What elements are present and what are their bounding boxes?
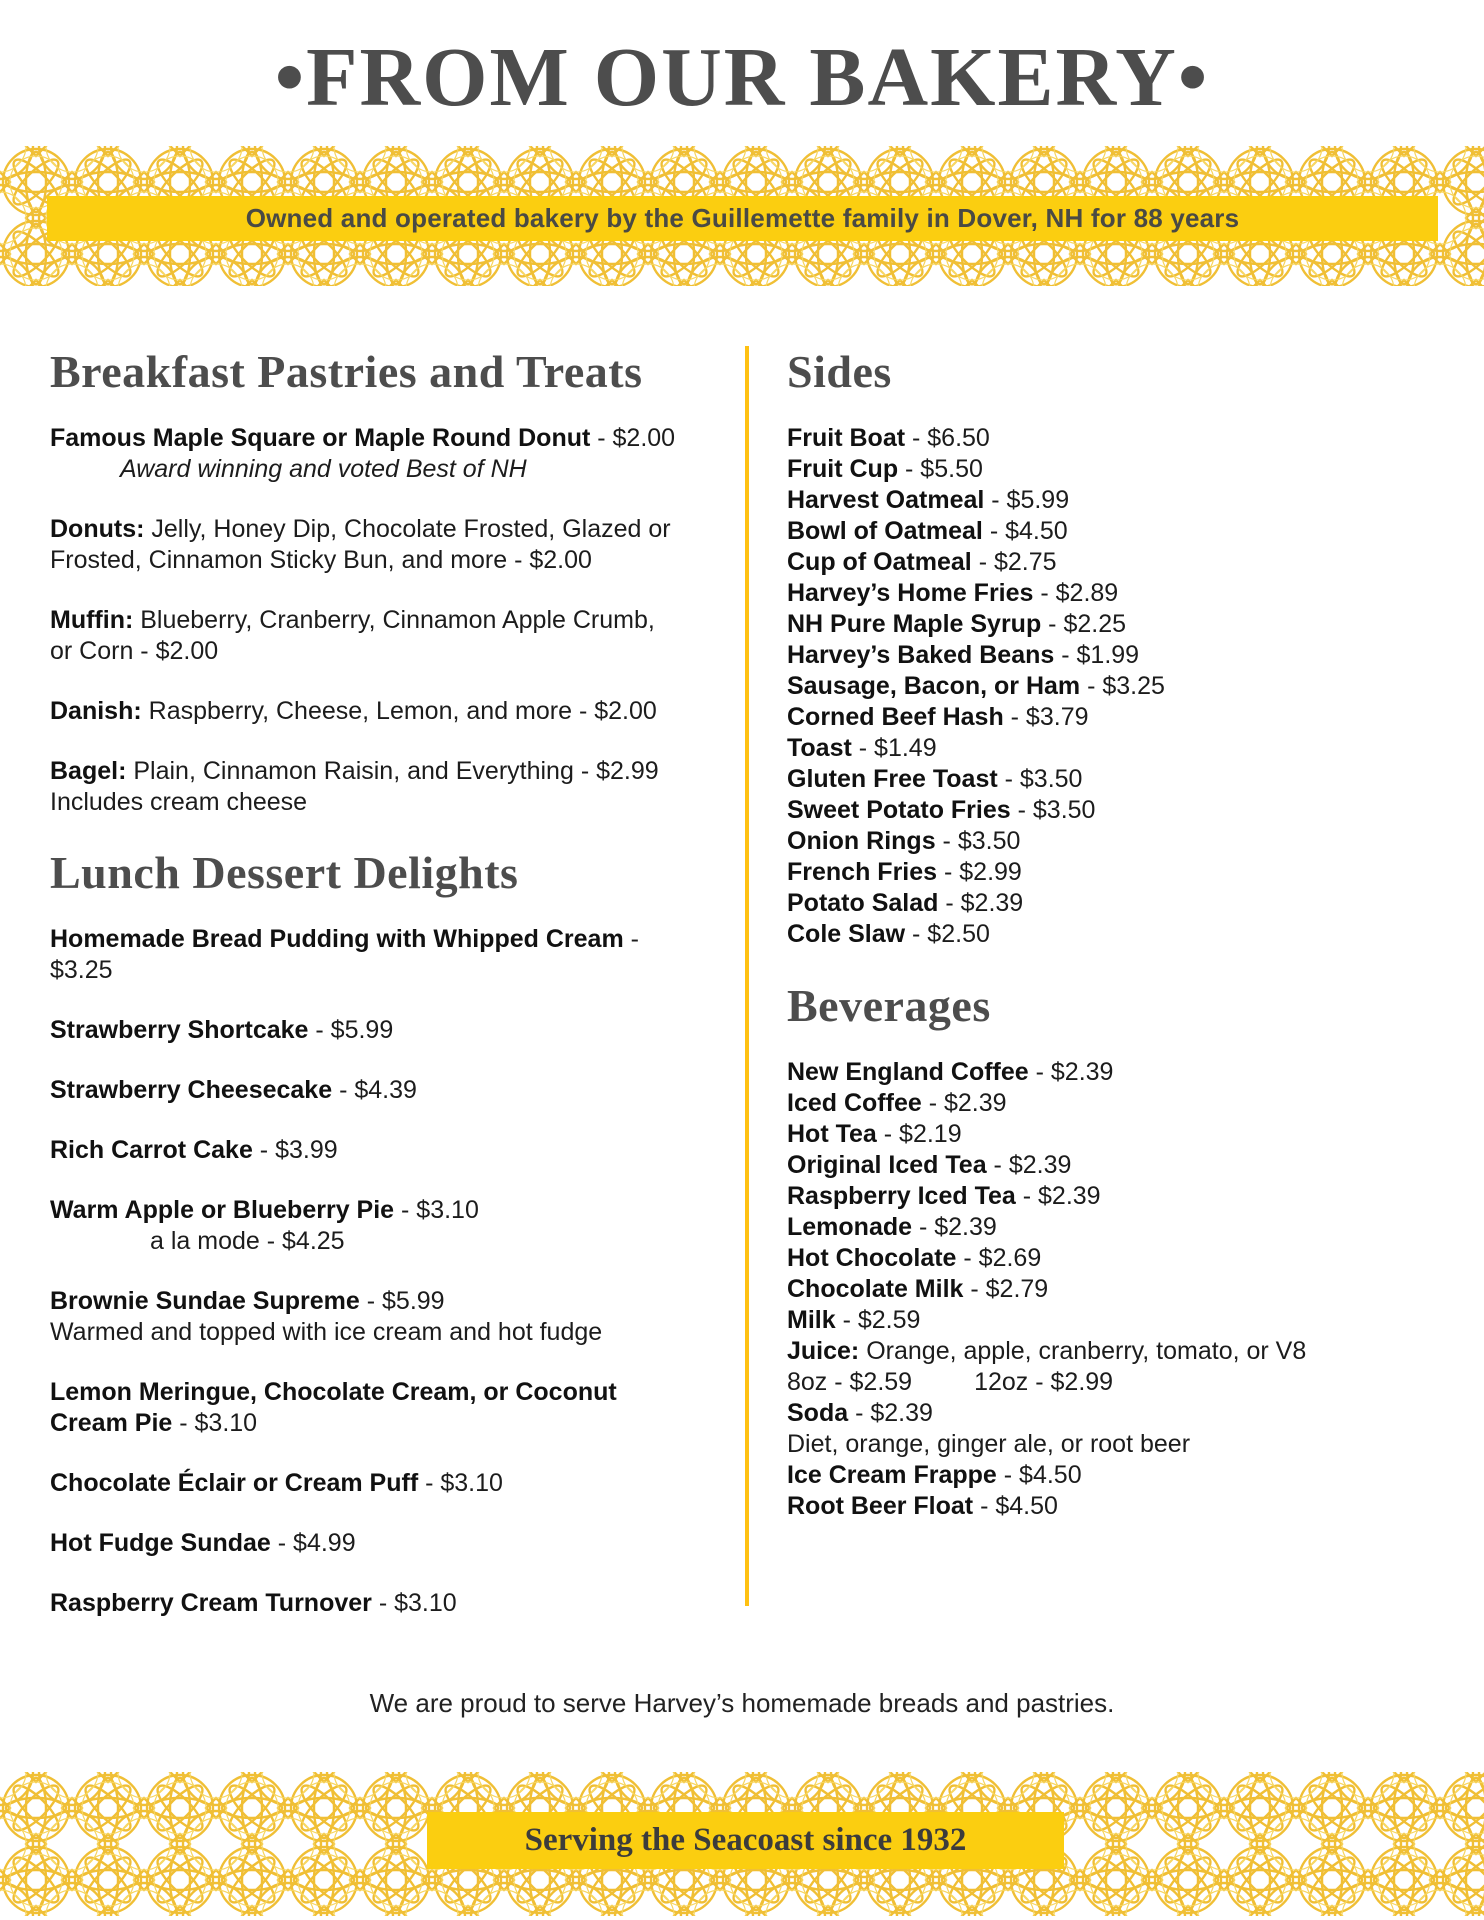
menu-item-line [50, 514, 687, 545]
menu-item-line [787, 1088, 1448, 1119]
item-name: Potato Salad [787, 888, 939, 917]
menu-item-line [50, 1408, 687, 1439]
bottom-banner-text: Serving the Seacoast since 1932 [524, 1821, 967, 1858]
section-heading: Beverages [787, 979, 991, 1031]
item-name: Gluten Free Toast [787, 764, 998, 793]
menu-item [787, 1212, 1448, 1243]
item-detail: - $2.75 [971, 547, 1057, 576]
item-name: Fruit Cup [787, 454, 899, 483]
menu-section [50, 847, 687, 1619]
menu-item-line [787, 733, 1448, 764]
menu-item-line [787, 764, 1448, 795]
menu-item-line [50, 1528, 687, 1559]
menu-item [787, 1057, 1448, 1088]
menu-item [50, 1468, 687, 1499]
item-detail: Frosted, Cinnamon Sticky Bun, and more - $2.00 [50, 545, 592, 574]
item-name: Corned Beef Hash [787, 702, 1004, 731]
item-name: Bagel: [50, 756, 127, 785]
menu-item [787, 733, 1448, 764]
section-items [50, 423, 687, 818]
menu-item-line [50, 924, 687, 986]
menu-item [787, 1181, 1448, 1212]
menu-item [787, 888, 1448, 919]
item-detail: - $5.99 [308, 1015, 394, 1044]
menu-item [787, 1150, 1448, 1181]
item-note: Award winning and voted Best of NH [120, 454, 527, 483]
item-name: Hot Chocolate [787, 1243, 957, 1272]
menu-item-line [787, 1243, 1448, 1274]
item-name: Famous Maple Square or Maple Round Donut [50, 423, 591, 452]
menu-item-line [50, 1377, 687, 1408]
item-detail: - $2.59 [835, 1305, 921, 1334]
item-detail: - $4.50 [973, 1491, 1058, 1520]
menu-section [50, 346, 687, 818]
item-name: Lemonade [787, 1212, 913, 1241]
menu-item-line [50, 1075, 687, 1106]
item-name: Homemade Bread Pudding with Whipped Cream [50, 924, 624, 953]
item-name: Donuts: [50, 514, 145, 543]
item-detail: - $2.25 [1041, 609, 1127, 638]
menu-section [787, 346, 1448, 950]
menu-item-line [787, 485, 1448, 516]
item-name: New England Coffee [787, 1057, 1029, 1086]
section-items [787, 423, 1448, 950]
item-detail: - $2.39 [1028, 1057, 1114, 1086]
menu-columns [0, 346, 1484, 1648]
menu-item [787, 609, 1448, 640]
item-name: Milk [787, 1305, 836, 1334]
item-detail: - $2.39 [1015, 1181, 1101, 1210]
menu-item [50, 756, 687, 818]
menu-item-line [50, 605, 687, 636]
item-detail: - $3.10 [371, 1588, 457, 1617]
menu-item-line [787, 702, 1448, 733]
item-name: Lemon Meringue, Chocolate Cream, or Coconut [50, 1377, 617, 1406]
menu-item-line [787, 857, 1448, 888]
menu-item-line [787, 1491, 1448, 1522]
item-detail: - $2.79 [963, 1274, 1049, 1303]
menu-item [50, 696, 687, 727]
item-name: Raspberry Iced Tea [787, 1181, 1016, 1210]
menu-item-line [50, 1468, 687, 1499]
top-banner-text: Owned and operated bakery by the Guillemette family in Dover, NH for 88 years [245, 203, 1240, 233]
item-name: Juice: [787, 1336, 860, 1365]
menu-item [50, 1075, 687, 1106]
menu-item [50, 1528, 687, 1559]
item-detail: - $2.00 [590, 423, 676, 452]
menu-item [787, 547, 1448, 578]
item-name: Harvey’s Baked Beans [787, 640, 1055, 669]
menu-item-line [787, 919, 1448, 950]
item-name: Fruit Boat [787, 423, 906, 452]
item-name: Sausage, Bacon, or Ham [787, 671, 1081, 700]
menu-item-line [787, 1212, 1448, 1243]
item-detail: - $2.69 [956, 1243, 1042, 1272]
menu-section [787, 980, 1448, 1522]
menu-item-line [50, 423, 687, 454]
item-detail: 8oz - $2.59 [787, 1367, 913, 1396]
menu-item-line [787, 1460, 1448, 1491]
item-detail: - $5.99 [359, 1286, 445, 1315]
item-detail: - $4.39 [332, 1075, 417, 1104]
menu-item-line [787, 1057, 1448, 1088]
item-detail: a la mode - $4.25 [150, 1226, 345, 1255]
menu-item-line [787, 1274, 1448, 1305]
menu-item-line [787, 1336, 1448, 1367]
menu-item [787, 1274, 1448, 1305]
menu-item-line [50, 454, 687, 485]
menu-item-line [787, 423, 1448, 454]
item-detail: Warmed and topped with ice cream and hot fudge [50, 1317, 603, 1346]
menu-item-line [787, 1429, 1448, 1460]
item-detail: Diet, orange, ginger ale, or root beer [787, 1429, 1191, 1458]
item-detail: - $5.50 [898, 454, 983, 483]
section-items [787, 1057, 1448, 1522]
menu-item [787, 1088, 1448, 1119]
menu-item [787, 919, 1448, 950]
section-items [50, 924, 687, 1619]
top-decorative-band [0, 146, 1484, 286]
menu-item [787, 578, 1448, 609]
menu-item [787, 1243, 1448, 1274]
item-detail: - $5.99 [984, 485, 1070, 514]
menu-item-line [50, 1015, 687, 1046]
item-name: Iced Coffee [787, 1088, 922, 1117]
item-name: Strawberry Cheesecake [50, 1075, 333, 1104]
item-name: Sweet Potato Fries [787, 795, 1011, 824]
item-detail: - $1.49 [851, 733, 937, 762]
item-name: NH Pure Maple Syrup [787, 609, 1042, 638]
menu-item [787, 640, 1448, 671]
item-name: Cup of Oatmeal [787, 547, 972, 576]
menu-item [787, 857, 1448, 888]
item-detail: Orange, apple, cranberry, tomato, or V8 [859, 1336, 1307, 1365]
item-detail: - $3.10 [394, 1195, 479, 1224]
item-detail: - $3.10 [172, 1408, 258, 1437]
menu-item [50, 924, 687, 986]
item-name: Chocolate Milk [787, 1274, 964, 1303]
menu-item [787, 1460, 1448, 1491]
item-detail: Plain, Cinnamon Raisin, and Everything - $2.99 [126, 756, 659, 785]
item-name: Soda [787, 1398, 849, 1427]
item-name: Chocolate Éclair or Cream Puff [50, 1468, 419, 1497]
menu-item [50, 423, 687, 485]
menu-item-line [787, 1181, 1448, 1212]
menu-item-line [787, 547, 1448, 578]
menu-item [50, 1286, 687, 1348]
bottom-decorative-band [0, 1772, 1484, 1916]
item-name: Danish: [50, 696, 142, 725]
menu-item-line [787, 516, 1448, 547]
item-detail: - $2.39 [912, 1212, 997, 1241]
menu-item [787, 1336, 1448, 1367]
item-detail: - $2.39 [986, 1150, 1072, 1179]
item-name: French Fries [787, 857, 938, 886]
item-name: Onion Rings [787, 826, 936, 855]
item-detail: or Corn - $2.00 [50, 636, 219, 665]
menu-item [787, 1119, 1448, 1150]
menu-item [787, 1491, 1448, 1522]
item-name: Warm Apple or Blueberry Pie [50, 1195, 395, 1224]
menu-item [50, 1195, 687, 1257]
item-detail: - $2.99 [937, 857, 1022, 886]
section-heading: Sides [787, 346, 892, 397]
item-name: Hot Tea [787, 1119, 877, 1148]
menu-item-line [787, 454, 1448, 485]
menu-item [787, 485, 1448, 516]
item-detail: - $3.50 [935, 826, 1021, 855]
item-detail: - $3.25 [1080, 671, 1165, 700]
menu-item [50, 1135, 687, 1166]
menu-item [50, 1377, 687, 1439]
menu-item [787, 795, 1448, 826]
item-detail: - $4.50 [996, 1460, 1082, 1489]
menu-item-line [50, 1588, 687, 1619]
menu-item [787, 1398, 1448, 1429]
menu-item [50, 605, 687, 667]
item-name: Raspberry Cream Turnover [50, 1588, 372, 1617]
menu-item [787, 1305, 1448, 1336]
menu-item [50, 514, 687, 576]
menu-item-line [787, 578, 1448, 609]
item-name: Toast [787, 733, 852, 762]
item-detail: - $3.25 [50, 924, 639, 984]
menu-item-line [50, 545, 687, 576]
menu-item-line [50, 1226, 687, 1257]
item-detail: - $2.39 [848, 1398, 933, 1427]
item-detail: - $3.99 [252, 1135, 338, 1164]
menu-item [50, 1588, 687, 1619]
item-detail: - $3.79 [1003, 702, 1089, 731]
right-column [749, 346, 1448, 1648]
item-detail: 12oz - $2.99 [974, 1367, 1114, 1396]
menu-item-line [787, 1305, 1448, 1336]
item-detail: - $2.19 [876, 1119, 962, 1148]
item-detail: - $3.50 [997, 764, 1083, 793]
item-name: Muffin: [50, 605, 134, 634]
item-detail: - $3.50 [1010, 795, 1096, 824]
item-name: Cole Slaw [787, 919, 906, 948]
item-name: Ice Cream Frappe [787, 1460, 997, 1489]
item-name: Harvey’s Home Fries [787, 578, 1034, 607]
menu-item-line [787, 1150, 1448, 1181]
item-detail: Raspberry, Cheese, Lemon, and more - $2.00 [141, 696, 657, 725]
item-name: Strawberry Shortcake [50, 1015, 309, 1044]
item-detail: - $4.99 [270, 1528, 356, 1557]
menu-item-line [787, 1367, 1448, 1398]
item-detail: - $2.50 [905, 919, 990, 948]
left-column [50, 346, 745, 1648]
item-detail: - $1.99 [1054, 640, 1140, 669]
item-detail: - $4.50 [982, 516, 1068, 545]
top-banner-bar [47, 196, 1438, 241]
section-heading: Breakfast Pastries and Treats [50, 346, 643, 397]
menu-item-line [787, 888, 1448, 919]
menu-item-line [787, 795, 1448, 826]
menu-item [787, 671, 1448, 702]
section-heading: Lunch Dessert Delights [50, 846, 519, 898]
bottom-banner-bar [427, 1812, 1064, 1869]
footer-note: We are proud to serve Harvey’s homemade breads and pastries. [369, 1687, 1115, 1718]
menu-item-line [50, 636, 687, 667]
menu-item-line [50, 756, 687, 787]
menu-item-line [787, 671, 1448, 702]
menu-item-line [787, 609, 1448, 640]
menu-item [787, 764, 1448, 795]
page-title: •FROM OUR BAKERY• [274, 31, 1210, 124]
menu-item-line [50, 1195, 687, 1226]
item-detail: Blueberry, Cranberry, Cinnamon Apple Crumb, [133, 605, 655, 634]
item-detail: - $3.10 [418, 1468, 503, 1497]
menu-item-line [50, 1286, 687, 1317]
menu-item [787, 454, 1448, 485]
item-name: Rich Carrot Cake [50, 1135, 253, 1164]
item-name: Root Beer Float [787, 1491, 974, 1520]
item-detail: - $2.89 [1033, 578, 1119, 607]
menu-item [787, 516, 1448, 547]
menu-item-line [50, 696, 687, 727]
menu-item [787, 423, 1448, 454]
item-name: Brownie Sundae Supreme [50, 1286, 360, 1315]
item-name: Harvest Oatmeal [787, 485, 985, 514]
item-name: Hot Fudge Sundae [50, 1528, 271, 1557]
menu-item [787, 826, 1448, 857]
menu-item [787, 1429, 1448, 1460]
menu-item-line [50, 787, 687, 818]
menu-item-line [50, 1135, 687, 1166]
menu-item-line [787, 640, 1448, 671]
menu-item [787, 702, 1448, 733]
item-name: Bowl of Oatmeal [787, 516, 983, 545]
menu-item-line [787, 1119, 1448, 1150]
item-detail: - $6.50 [905, 423, 990, 452]
item-detail: - $2.39 [921, 1088, 1007, 1117]
item-detail: Includes cream cheese [50, 787, 308, 816]
menu-item [50, 1015, 687, 1046]
item-detail: - $2.39 [938, 888, 1024, 917]
item-detail: Jelly, Honey Dip, Chocolate Frosted, Glazed or [144, 514, 671, 543]
menu-item [787, 1367, 1448, 1398]
item-name: Original Iced Tea [787, 1150, 987, 1179]
menu-item-line [50, 1317, 687, 1348]
item-name: Cream Pie [50, 1408, 173, 1437]
menu-item-line [787, 826, 1448, 857]
menu-item-line [787, 1398, 1448, 1429]
